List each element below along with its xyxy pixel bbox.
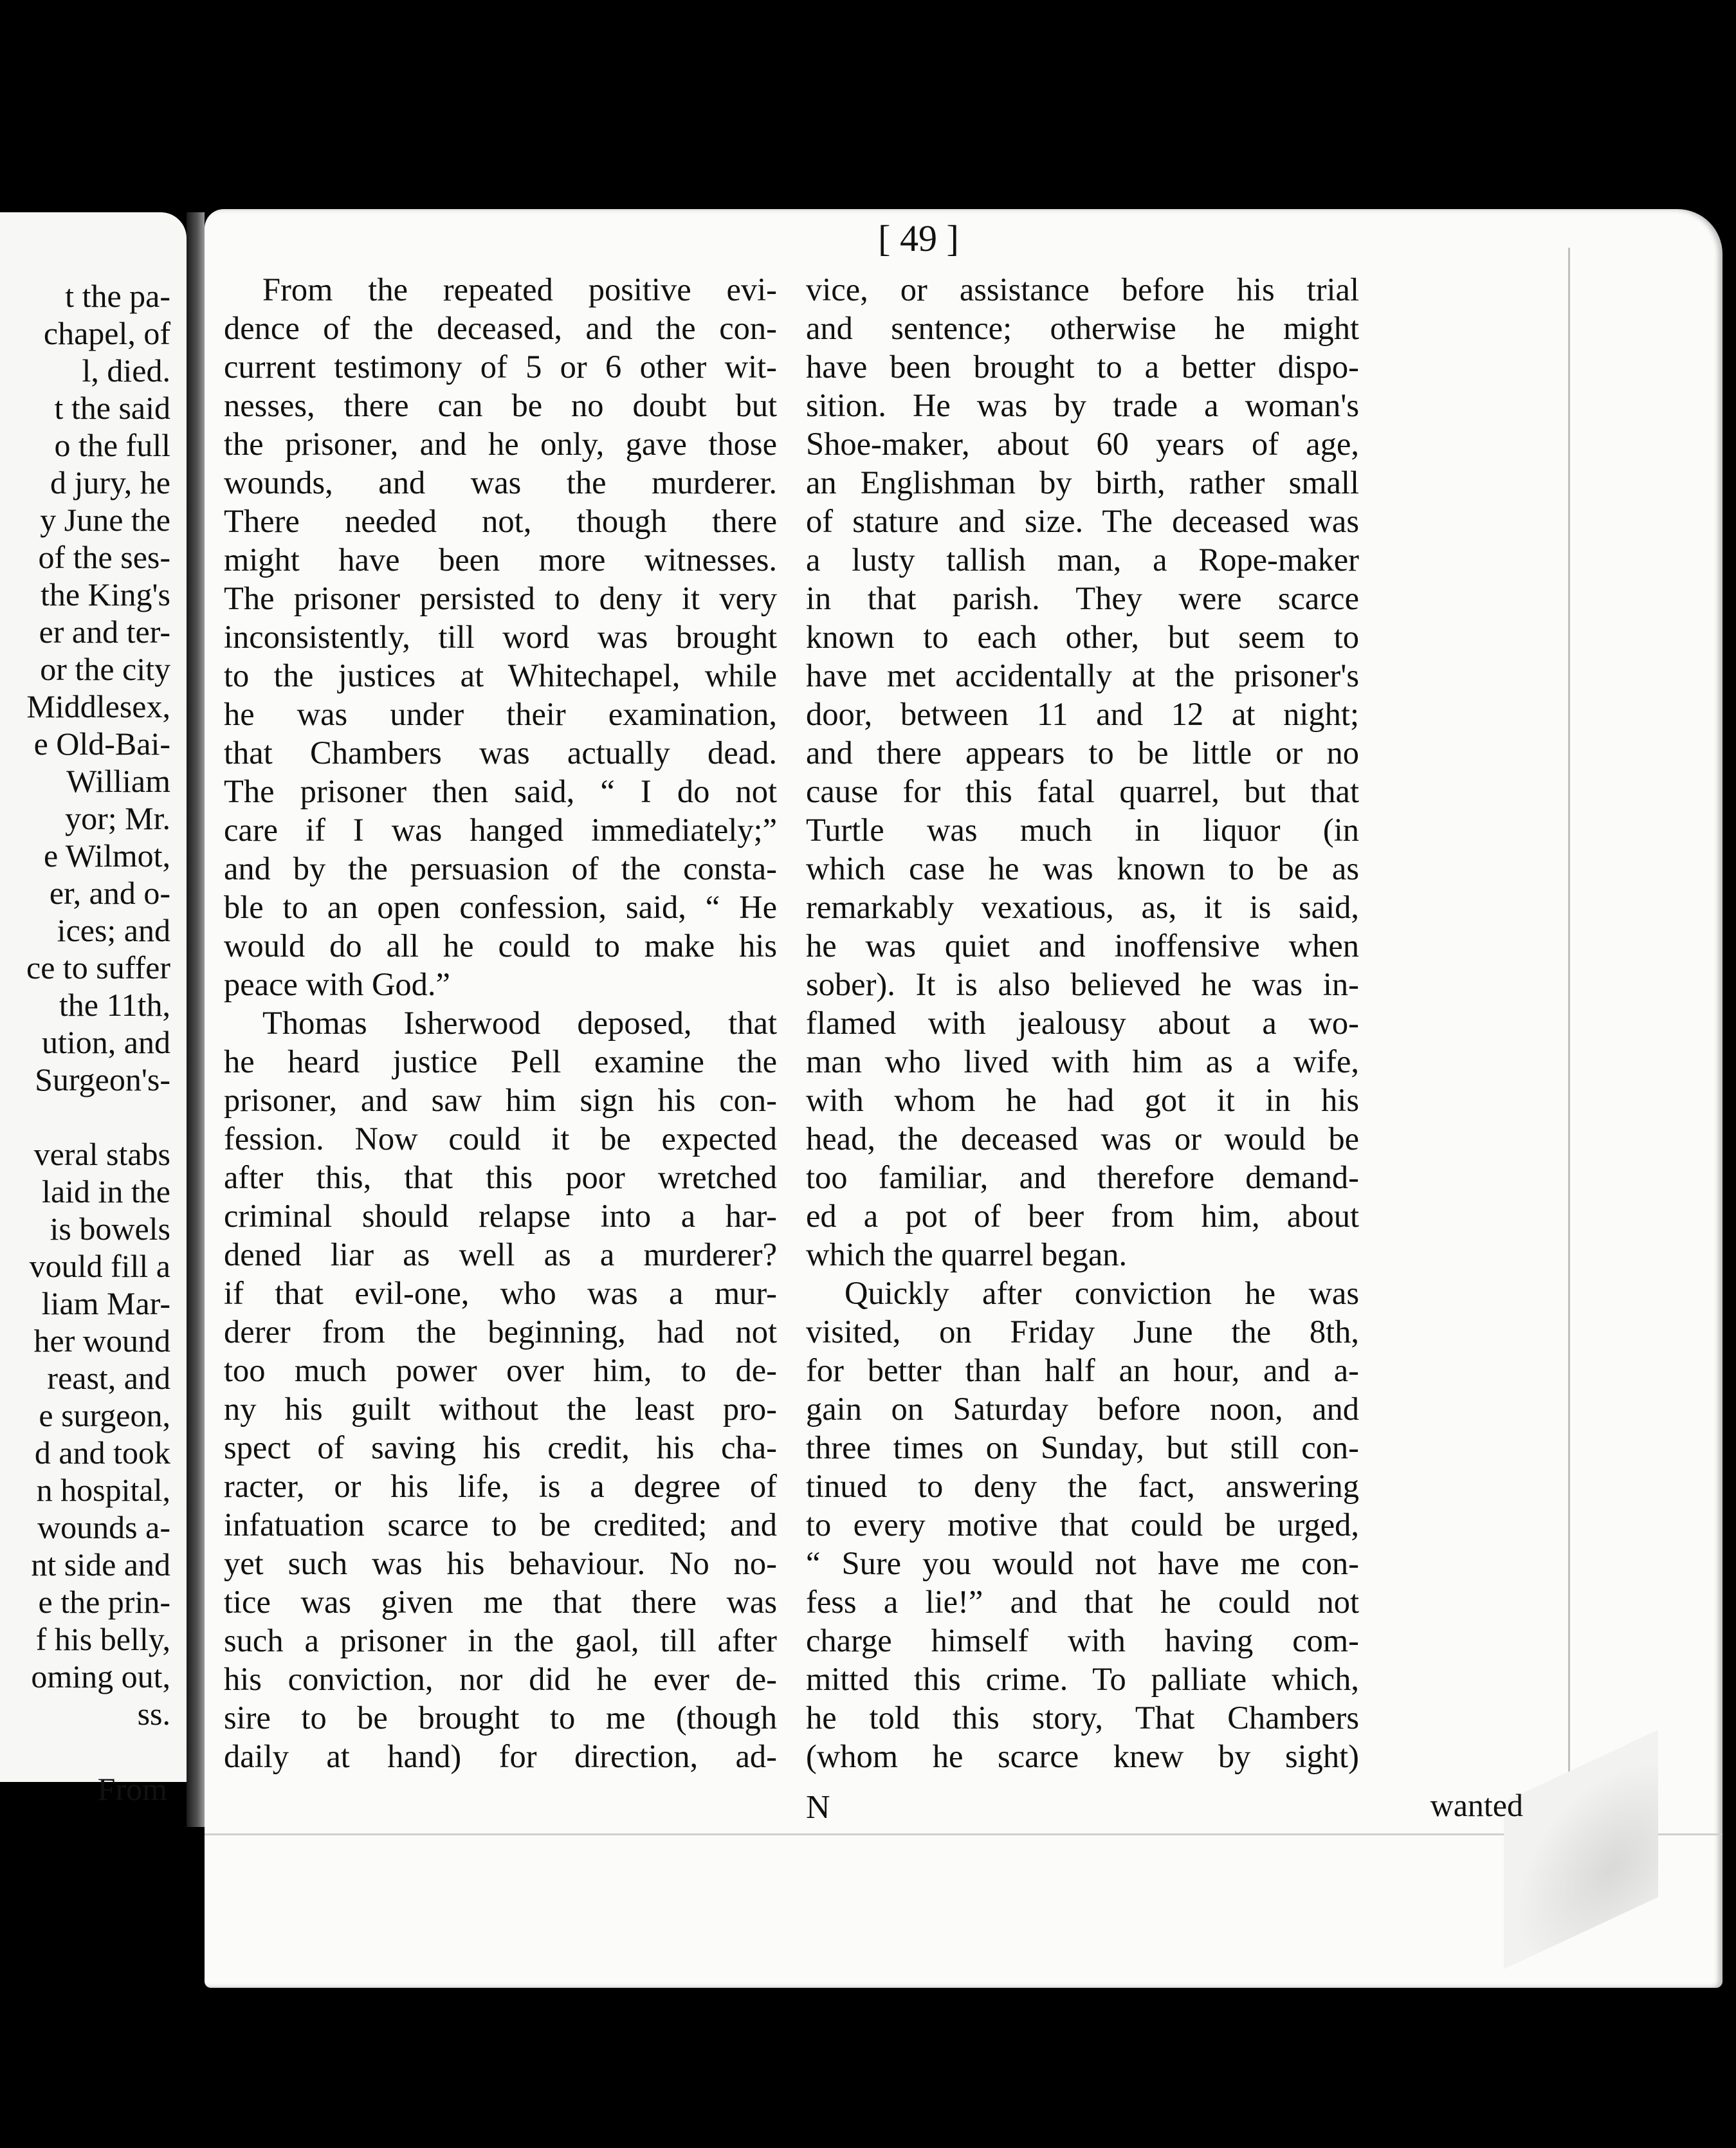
facing-page-line: e Wilmot, xyxy=(43,838,170,874)
text-line: tinued to deny the fact, answering xyxy=(806,1468,1359,1504)
text-line: prisoner, and saw him sign his con- xyxy=(224,1082,777,1118)
text-line: sition. He was by trade a woman's xyxy=(806,387,1359,423)
text-column-right xyxy=(806,270,1359,1776)
text-line: sober). It is also believed he was in- xyxy=(806,966,1359,1002)
facing-page-line: Middlesex, xyxy=(26,688,170,724)
facing-page-line: d and took xyxy=(34,1435,170,1471)
text-line: yet such was his behaviour. No no- xyxy=(224,1545,777,1581)
text-line: There needed not, though there xyxy=(224,503,777,539)
text-line: ble to an open confession, said, “ He xyxy=(224,889,777,925)
text-line: and sentence; otherwise he might xyxy=(806,310,1359,346)
text-line: derer from the beginning, had not xyxy=(224,1314,777,1350)
text-line: a lusty tallish man, a Rope-maker xyxy=(806,542,1359,578)
text-line: Turtle was much in liquor (in xyxy=(806,812,1359,848)
text-line: The prisoner then said, “ I do not xyxy=(224,773,777,809)
text-line: ed a pot of beer from him, about xyxy=(806,1198,1359,1234)
text-line: might have been more witnesses. xyxy=(224,542,777,578)
text-line: wounds, and was the murderer. xyxy=(224,464,777,500)
catchword: wanted xyxy=(1430,1787,1523,1823)
facing-page-line: is bowels xyxy=(50,1211,170,1247)
text-line: Quickly after conviction he was xyxy=(845,1275,1359,1311)
text-line: to the justices at Whitechapel, while xyxy=(224,657,777,693)
facing-page-line: reast, and xyxy=(47,1360,170,1396)
facing-page-line: yor; Mr. xyxy=(65,800,170,836)
facing-page-line: oming out, xyxy=(31,1658,170,1694)
text-line: dened liar as well as a murderer? xyxy=(224,1236,777,1272)
text-line: such a prisoner in the gaol, till after xyxy=(224,1622,777,1658)
facing-page-line: Surgeon's- xyxy=(35,1061,170,1097)
facing-page-line: d jury, he xyxy=(50,464,170,500)
facing-page-line: chapel, of xyxy=(43,315,170,351)
text-line: after this, that this poor wretched xyxy=(224,1159,777,1195)
text-line: have met accidentally at the prisoner's xyxy=(806,657,1359,693)
folded-corner xyxy=(1504,1730,1658,1969)
page-number: [ 49 ] xyxy=(878,217,959,259)
facing-page-line: ution, and xyxy=(42,1024,170,1060)
facing-page-line: t the said xyxy=(54,390,170,426)
facing-page-line: er and ter- xyxy=(39,614,170,650)
facing-page-line: t the pa- xyxy=(65,278,170,314)
text-line: would do all he could to make his xyxy=(224,928,777,964)
facing-page-line: f his belly, xyxy=(35,1621,170,1657)
facing-page-line: vould fill a xyxy=(29,1248,170,1284)
facing-page-line: n hospital, xyxy=(36,1472,170,1508)
text-line: “ Sure you would not have me con- xyxy=(806,1545,1359,1581)
text-line: peace with God.” xyxy=(224,966,450,1002)
text-line: he heard justice Pell examine the xyxy=(224,1043,777,1079)
text-line: he told this story, That Chambers xyxy=(806,1700,1359,1736)
text-line: to every motive that could be urged, xyxy=(806,1507,1359,1543)
text-line: door, between 11 and 12 at night; xyxy=(806,696,1359,732)
text-line: three times on Sunday, but still con- xyxy=(806,1429,1359,1465)
book-gutter xyxy=(187,212,205,1827)
text-line: his conviction, nor did he ever de- xyxy=(224,1661,777,1697)
text-line: man who lived with him as a wife, xyxy=(806,1043,1359,1079)
text-line: current testimony of 5 or 6 other wit- xyxy=(224,349,777,385)
text-line: which the quarrel began. xyxy=(806,1236,1128,1272)
facing-page-line: y June the xyxy=(40,502,170,538)
text-column-left xyxy=(224,270,777,1776)
facing-page-line: veral stabs xyxy=(33,1136,170,1172)
text-line: racter, or his life, is a degree of xyxy=(224,1468,777,1504)
facing-page-line: William xyxy=(66,763,170,799)
facing-page-line: ce to suffer xyxy=(26,950,170,986)
text-line: the prisoner, and he only, gave those xyxy=(224,426,777,462)
facing-page-line: er, and o- xyxy=(49,875,170,911)
text-line: and by the persuasion of the consta- xyxy=(224,850,777,886)
text-line: known to each other, but seem to xyxy=(806,619,1359,655)
facing-page-line: the 11th, xyxy=(59,987,170,1023)
text-line: if that evil-one, who was a mur- xyxy=(224,1275,777,1311)
text-line: for better than half an hour, and a- xyxy=(806,1352,1359,1388)
facing-page-line: ss. xyxy=(137,1696,170,1732)
text-line: an Englishman by birth, rather small xyxy=(806,464,1359,500)
text-line: fession. Now could it be expected xyxy=(224,1121,777,1157)
text-line: daily at hand) for direction, ad- xyxy=(224,1738,777,1774)
text-line: (whom he scarce knew by sight) xyxy=(806,1738,1359,1774)
text-line: nesses, there can be no doubt but xyxy=(224,387,777,423)
facing-page-line: liam Mar- xyxy=(41,1285,170,1321)
text-line: spect of saving his credit, his cha- xyxy=(224,1429,777,1465)
signature-mark: N xyxy=(806,1789,830,1826)
text-line: gain on Saturday before noon, and xyxy=(806,1391,1359,1427)
facing-page-line: e Old-Bai- xyxy=(33,726,170,762)
facing-page-catchword: From xyxy=(97,1771,167,1807)
text-line: visited, on Friday June the 8th, xyxy=(806,1314,1359,1350)
text-line: of stature and size. The deceased was xyxy=(806,503,1359,539)
text-line: infatuation scarce to be credited; and xyxy=(224,1507,777,1543)
text-line: mitted this crime. To palliate which, xyxy=(806,1661,1359,1697)
text-line: criminal should relapse into a har- xyxy=(224,1198,777,1234)
text-line: remarkably vexatious, as, it is said, xyxy=(806,889,1359,925)
facing-page-line: or the city xyxy=(40,651,170,687)
page-edge-line xyxy=(1568,248,1570,1895)
text-line: The prisoner persisted to deny it very xyxy=(224,580,777,616)
facing-page-line: nt side and xyxy=(31,1547,170,1583)
page-bottom-line xyxy=(205,1833,1722,1835)
text-line: that Chambers was actually dead. xyxy=(224,735,777,771)
facing-page-line: laid in the xyxy=(42,1173,170,1209)
book-page xyxy=(205,209,1722,1988)
text-line: ny his guilt without the least pro- xyxy=(224,1391,777,1427)
text-line: fess a lie!” and that he could not xyxy=(806,1584,1359,1620)
text-line: cause for this fatal quarrel, but that xyxy=(806,773,1359,809)
text-line: dence of the deceased, and the con- xyxy=(224,310,777,346)
text-line: Thomas Isherwood deposed, that xyxy=(262,1005,777,1041)
text-line: too familiar, and therefore demand- xyxy=(806,1159,1359,1195)
text-line: tice was given me that there was xyxy=(224,1584,777,1620)
text-line: have been brought to a better dispo- xyxy=(806,349,1359,385)
text-line: he was quiet and inoffensive when xyxy=(806,928,1359,964)
text-line: inconsistently, till word was brought xyxy=(224,619,777,655)
text-line: charge himself with having com- xyxy=(806,1622,1359,1658)
facing-page-line: e surgeon, xyxy=(39,1397,170,1433)
text-line: sire to be brought to me (though xyxy=(224,1700,777,1736)
facing-page-line: l, died. xyxy=(82,353,170,389)
text-line: From the repeated positive evi- xyxy=(262,271,777,308)
facing-page-line: the King's xyxy=(40,576,170,612)
text-line: in that parish. They were scarce xyxy=(806,580,1359,616)
facing-page-line: her wound xyxy=(33,1323,170,1359)
text-line: and there appears to be little or no xyxy=(806,735,1359,771)
text-line: he was under their examination, xyxy=(224,696,777,732)
facing-page-line: wounds a- xyxy=(37,1509,170,1545)
facing-page-line: of the ses- xyxy=(38,539,170,575)
facing-page-line: ices; and xyxy=(57,912,170,948)
text-line: head, the deceased was or would be xyxy=(806,1121,1359,1157)
facing-page-fragment xyxy=(0,212,187,1807)
facing-page-line: o the full xyxy=(54,427,170,463)
text-line: vice, or assistance before his trial xyxy=(806,271,1359,308)
text-line: Shoe-maker, about 60 years of age, xyxy=(806,426,1359,462)
facing-page-line: e the prin- xyxy=(38,1584,170,1620)
text-line: flamed with jealousy about a wo- xyxy=(806,1005,1359,1041)
text-line: with whom he had got it in his xyxy=(806,1082,1359,1118)
text-line: care if I was hanged immediately;” xyxy=(224,812,777,848)
text-line: which case he was known to be as xyxy=(806,850,1359,886)
text-line: too much power over him, to de- xyxy=(224,1352,777,1388)
